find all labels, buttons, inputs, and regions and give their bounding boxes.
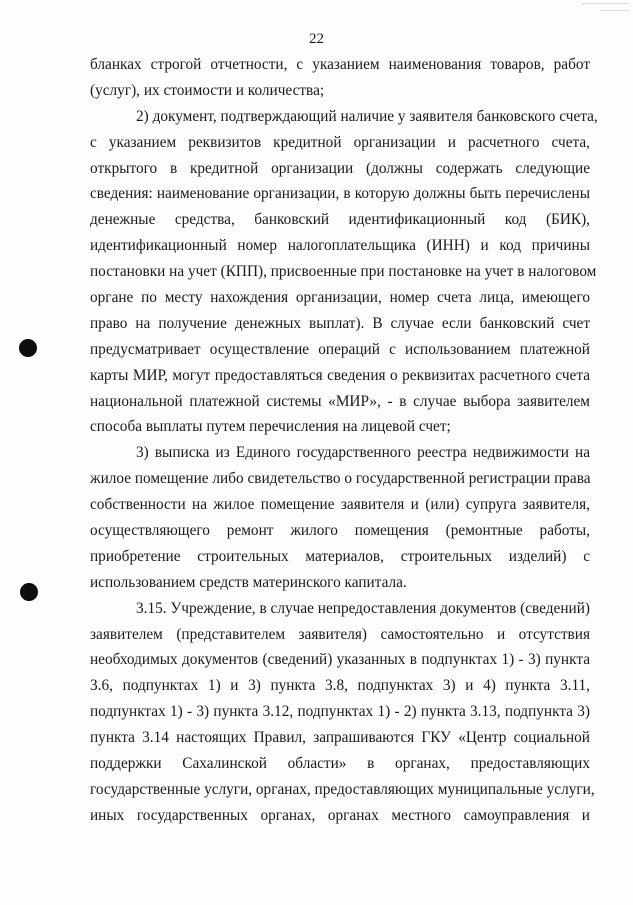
text-line: карты МИР, могут предоставляться сведения о реквизитах расчетного счета (90, 366, 590, 384)
text-line: иных государственных органах, органах местного самоуправления и (90, 806, 590, 824)
text-line: 2) документ, подтверждающий наличие у заявителя банковского счета, (136, 107, 598, 125)
scan-artifact-line (582, 3, 628, 4)
text-line: бланках строгой отчетности, с указанием наименования товаров, работ (90, 56, 590, 73)
text-line: необходимых документов (сведений) указанных в подпунктах 1) - 3) пункта (90, 651, 590, 669)
text-line: собственности на жилое помещение заявителя и (или) супруга заявителя, (90, 496, 590, 514)
text-line: осуществляющего ремонт жилого помещения (ремонтные работы, (90, 522, 590, 540)
text-line: государственные услуги, органах, предоставляющих муниципальные услуги, (90, 780, 595, 798)
page-number: 22 (309, 31, 324, 47)
text-line: право на получение денежных выплат). В случае если банковский счет (90, 314, 590, 332)
text-line: национальной платежной системы «МИР», - в случае выбора заявителем (90, 392, 590, 410)
text-line: (услуг), их стоимости и количества; (90, 81, 325, 99)
text-line: денежные средства, банковский идентификационный код (БИК), (90, 211, 590, 229)
text-line: сведения: наименование организации, в которую должны быть перечислены (90, 185, 590, 203)
text-line: 3) выписка из Единого государственного реестра недвижимости на (136, 444, 590, 462)
text-line: постановки на учет (КПП), присвоенные при постановке на учет в налоговом (90, 263, 597, 281)
text-line: с указанием реквизитов кредитной организации и расчетного счета, (90, 133, 590, 151)
binder-punch-hole (19, 339, 37, 357)
text-line: открытого в кредитной организации (должны содержать следующие (90, 159, 590, 177)
text-line: жилое помещение либо свидетельство о государственной регистрации права (90, 470, 591, 488)
document-body (90, 52, 598, 829)
text-line: заявителем (представителем заявителя) самостоятельно и отсутствия (90, 625, 590, 643)
text-line: идентификационный номер налогоплательщика (ИНН) и код причины (90, 237, 590, 255)
scan-artifact-line (600, 10, 630, 11)
text-line: предусматривает осуществление операций с использованием платежной (90, 340, 590, 358)
text-line: поддержки Сахалинской области» в органах, предоставляющих (90, 755, 590, 773)
text-line: 3.15. Учреждение, в случае непредоставления документов (сведений) (136, 599, 590, 617)
text-line: 3.6, подпунктах 1) и 3) пункта 3.8, подпунктах 3) и 4) пункта 3.11, (90, 677, 590, 695)
text-line: способа выплаты путем перечисления на лицевой счет; (90, 418, 451, 436)
text-line: использованием средств материнского капитала. (90, 573, 407, 591)
binder-punch-hole (20, 583, 38, 601)
text-line: подпунктах 1) - 3) пункта 3.12, подпунктах 1) - 2) пункта 3.13, подпункта 3) (90, 703, 590, 721)
text-line: пункта 3.14 настоящих Правил, запрашиваются ГКУ «Центр социальной (90, 729, 590, 747)
text-line: приобретение строительных материалов, строительных изделий) с (90, 547, 590, 565)
text-line: органе по месту нахождения организации, номер счета лица, имеющего (90, 289, 590, 307)
